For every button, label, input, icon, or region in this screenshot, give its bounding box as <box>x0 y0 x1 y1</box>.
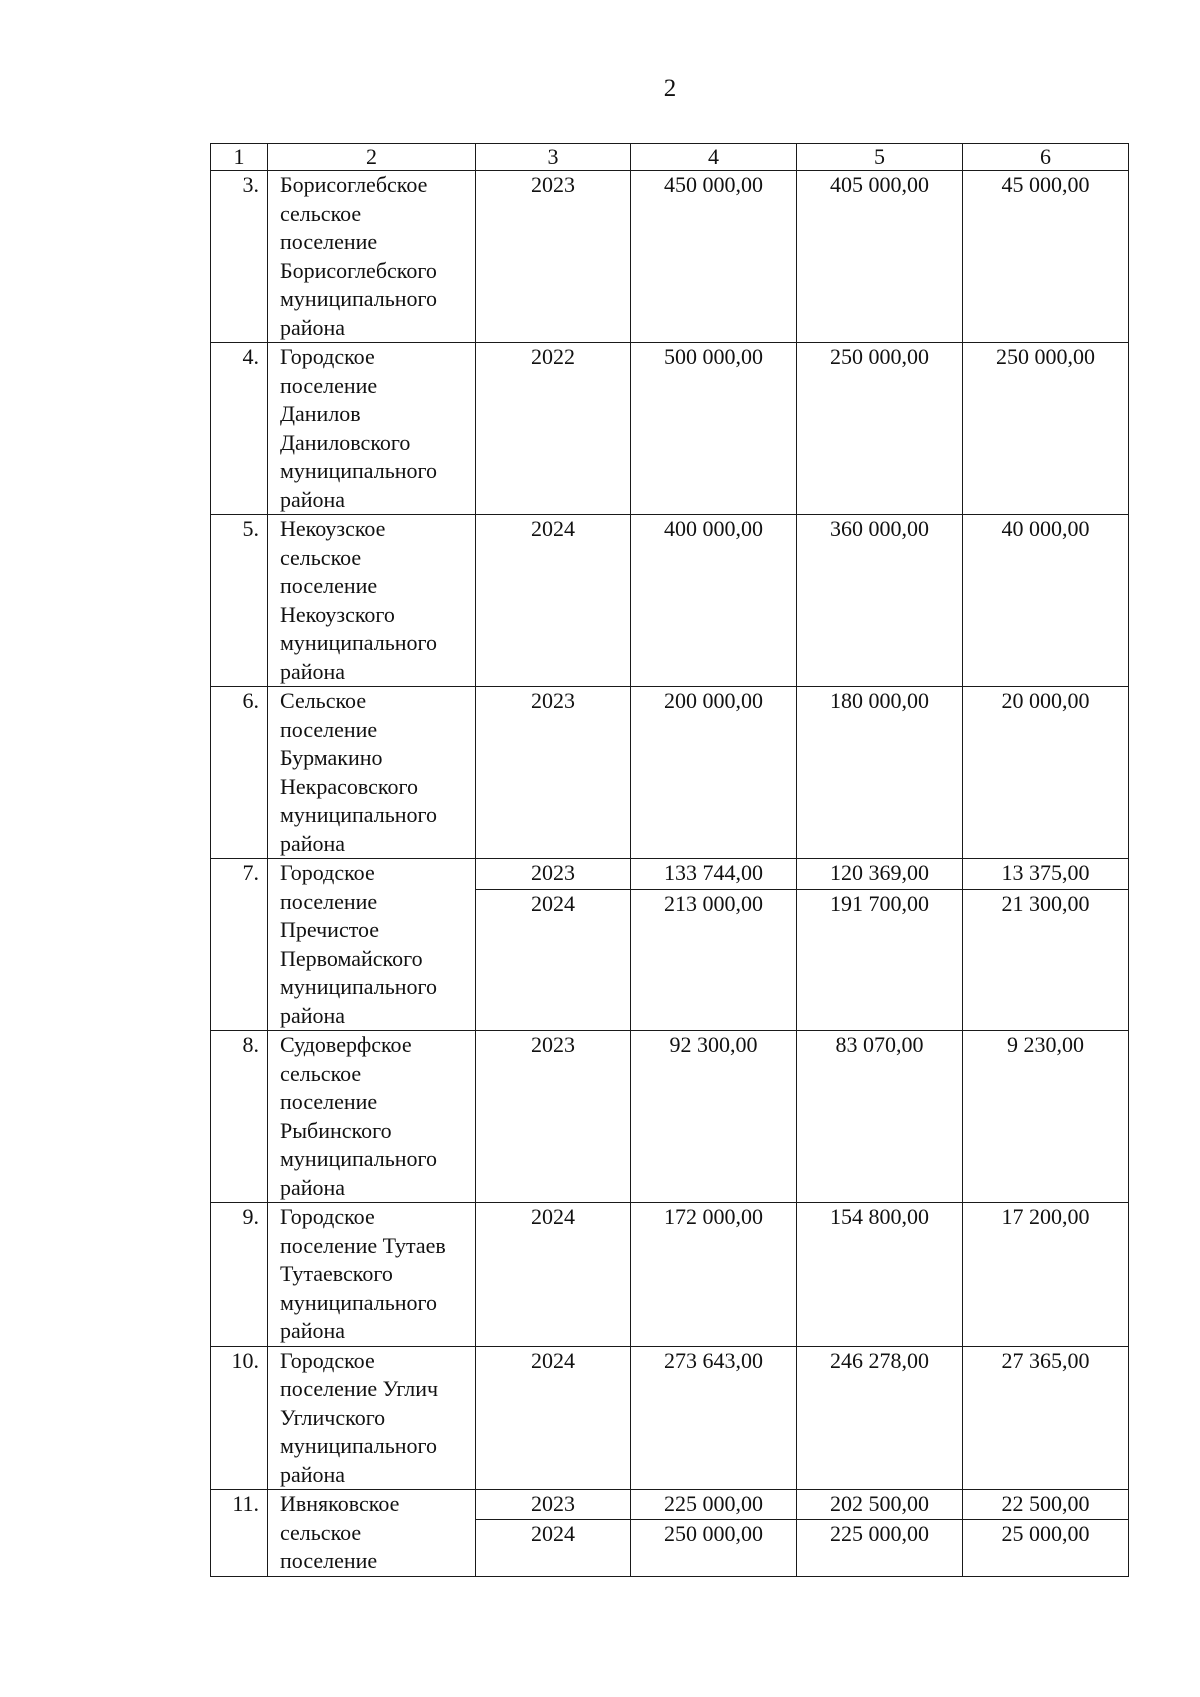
col5-amount-cell: 120 369,00 <box>797 859 963 890</box>
year-cell: 2024 <box>476 1346 631 1490</box>
row-number: 4. <box>211 343 268 515</box>
table-row <box>211 687 1129 859</box>
row-number: 6. <box>211 687 268 859</box>
settlement-name-line: района <box>280 314 346 340</box>
col5-amount-cell: 246 278,00 <box>797 1346 963 1490</box>
col6-amount-cell: 250 000,00 <box>963 343 1129 515</box>
total-amount-cell: 92 300,00 <box>631 1031 797 1203</box>
col6-amount-cell: 27 365,00 <box>963 1346 1129 1490</box>
settlement-name-line: муниципального <box>280 1146 438 1171</box>
total-amount-cell: 225 000,00 <box>631 1490 797 1520</box>
header-col-2: 2 <box>268 144 476 171</box>
settlement-name-line: поселение <box>280 1089 378 1114</box>
col6-amount-cell: 9 230,00 <box>963 1031 1129 1203</box>
year-cell: 2024 <box>476 1203 631 1347</box>
settlement-name-line: Городское <box>280 344 375 369</box>
table-row <box>211 343 1129 515</box>
year-cell: 2023 <box>476 171 631 343</box>
col5-amount-cell: 360 000,00 <box>797 515 963 687</box>
total-amount-cell: 250 000,00 <box>631 1519 797 1576</box>
settlement-name-line: муниципального <box>280 458 438 483</box>
col5-amount-cell: 250 000,00 <box>797 343 963 515</box>
settlement-name-line: Городское <box>280 1204 375 1229</box>
header-col-1: 1 <box>211 144 268 171</box>
col6-amount-cell: 13 375,00 <box>963 859 1129 890</box>
year-cell: 2023 <box>476 687 631 859</box>
settlement-name-line: Бурмакино <box>280 745 383 770</box>
col5-amount-cell: 202 500,00 <box>797 1490 963 1520</box>
table-body <box>211 171 1129 1577</box>
year-cell: 2023 <box>476 1490 631 1520</box>
settlement-name-line: Тутаевского <box>280 1261 393 1286</box>
settlement-name-line: Некрасовского <box>280 773 418 799</box>
year-cell: 2023 <box>476 859 631 890</box>
settlement-name-line: района <box>280 1002 346 1028</box>
settlement-name <box>268 515 476 687</box>
settlement-name-line: Даниловского <box>280 429 411 455</box>
total-amount-cell: 500 000,00 <box>631 343 797 515</box>
col6-amount-cell: 22 500,00 <box>963 1490 1129 1520</box>
settlement-name-line: Некоузского <box>280 601 395 627</box>
settlement-name-line: поселение <box>280 573 378 598</box>
settlement-name <box>268 171 476 343</box>
header-col-3: 3 <box>476 144 631 171</box>
settlement-name-line: района <box>280 658 346 684</box>
total-amount-cell: 450 000,00 <box>631 171 797 343</box>
table-row <box>211 1203 1129 1347</box>
table-row <box>211 859 1129 890</box>
total-amount-cell: 400 000,00 <box>631 515 797 687</box>
settlement-name-line: района <box>280 1174 346 1200</box>
settlement-name-line: Ивняковское <box>280 1491 400 1516</box>
table-row <box>211 515 1129 687</box>
settlement-name-line: Борисоглебского <box>280 257 437 283</box>
page-number: 2 <box>663 75 677 102</box>
col6-amount-cell: 45 000,00 <box>963 171 1129 343</box>
settlement-name-line: поселение Тутаев <box>280 1232 446 1258</box>
settlement-name <box>268 343 476 515</box>
settlement-name-line: Судоверфское <box>280 1032 412 1057</box>
settlement-name-line: сельское <box>280 200 362 226</box>
settlement-name-line: Угличского <box>280 1404 386 1430</box>
settlement-name-line: муниципального <box>280 630 438 655</box>
settlement-name <box>268 1490 476 1577</box>
settlement-name-line: района <box>280 1318 346 1343</box>
settlement-name-line: муниципального <box>280 1433 438 1458</box>
settlement-name-line: сельское <box>280 1060 362 1086</box>
settlement-name <box>268 1203 476 1347</box>
col6-amount-cell: 17 200,00 <box>963 1203 1129 1347</box>
col6-amount-cell: 40 000,00 <box>963 515 1129 687</box>
settlement-name-line: района <box>280 486 346 512</box>
col6-amount-cell: 20 000,00 <box>963 687 1129 859</box>
settlement-name-line: сельское <box>280 544 362 570</box>
row-number: 7. <box>211 859 268 1031</box>
settlement-name-line: поселение <box>280 372 378 398</box>
table-row <box>211 1031 1129 1203</box>
col6-amount-cell: 25 000,00 <box>963 1519 1129 1576</box>
settlement-name-line: района <box>280 1461 346 1487</box>
row-number: 5. <box>211 515 268 687</box>
total-amount-cell: 172 000,00 <box>631 1203 797 1347</box>
settlement-name <box>268 1346 476 1490</box>
settlement-name-line: поселение <box>280 716 378 742</box>
total-amount-cell: 200 000,00 <box>631 687 797 859</box>
row-number: 10. <box>211 1346 268 1490</box>
settlement-name-line: района <box>280 830 346 856</box>
table-row <box>211 1490 1129 1520</box>
year-cell: 2024 <box>476 515 631 687</box>
header-row <box>211 144 1129 171</box>
settlement-name-line: Сельское <box>280 688 367 713</box>
settlement-name-line: Данилов <box>280 401 361 426</box>
settlement-name-line: сельское <box>280 1519 362 1545</box>
year-cell: 2024 <box>476 890 631 1031</box>
col5-amount-cell: 405 000,00 <box>797 171 963 343</box>
settlement-name-line: муниципального <box>280 802 438 827</box>
total-amount-cell: 133 744,00 <box>631 859 797 890</box>
col5-amount-cell: 180 000,00 <box>797 687 963 859</box>
year-cell: 2023 <box>476 1031 631 1203</box>
col6-amount-cell: 21 300,00 <box>963 890 1129 1031</box>
settlement-name-line: поселение <box>280 229 378 254</box>
settlement-name <box>268 1031 476 1203</box>
settlement-name-line: Городское <box>280 860 375 885</box>
row-number: 9. <box>211 1203 268 1347</box>
col5-amount-cell: 225 000,00 <box>797 1519 963 1576</box>
settlement-name-line: поселение <box>280 888 378 914</box>
settlement-name-line: муниципального <box>280 1289 438 1315</box>
year-cell: 2022 <box>476 343 631 515</box>
settlement-name-line: Первомайского <box>280 945 423 971</box>
header-col-6: 6 <box>963 144 1129 171</box>
settlement-name-line: Пречистое <box>280 917 380 942</box>
settlement-name-line: поселение <box>280 1548 378 1573</box>
table-row <box>211 1346 1129 1490</box>
col5-amount-cell: 191 700,00 <box>797 890 963 1031</box>
settlement-name <box>268 687 476 859</box>
col5-amount-cell: 154 800,00 <box>797 1203 963 1347</box>
settlement-name-line: муниципального <box>280 286 438 311</box>
settlement-name-line: поселение Углич <box>280 1376 439 1401</box>
row-number: 3. <box>211 171 268 343</box>
subsidy-table <box>210 143 1129 1577</box>
total-amount-cell: 213 000,00 <box>631 890 797 1031</box>
settlement-name <box>268 859 476 1031</box>
year-cell: 2024 <box>476 1519 631 1576</box>
settlement-name-line: Некоузское <box>280 516 386 541</box>
row-number: 8. <box>211 1031 268 1203</box>
col5-amount-cell: 83 070,00 <box>797 1031 963 1203</box>
row-number: 11. <box>211 1490 268 1577</box>
settlement-name-line: Рыбинского <box>280 1117 392 1143</box>
table-row <box>211 171 1129 343</box>
settlement-name-line: Борисоглебское <box>280 172 428 197</box>
settlement-name-line: муниципального <box>280 974 438 999</box>
table-header <box>211 144 1129 171</box>
total-amount-cell: 273 643,00 <box>631 1346 797 1490</box>
header-col-4: 4 <box>631 144 797 171</box>
header-col-5: 5 <box>797 144 963 171</box>
settlement-name-line: Городское <box>280 1347 375 1373</box>
